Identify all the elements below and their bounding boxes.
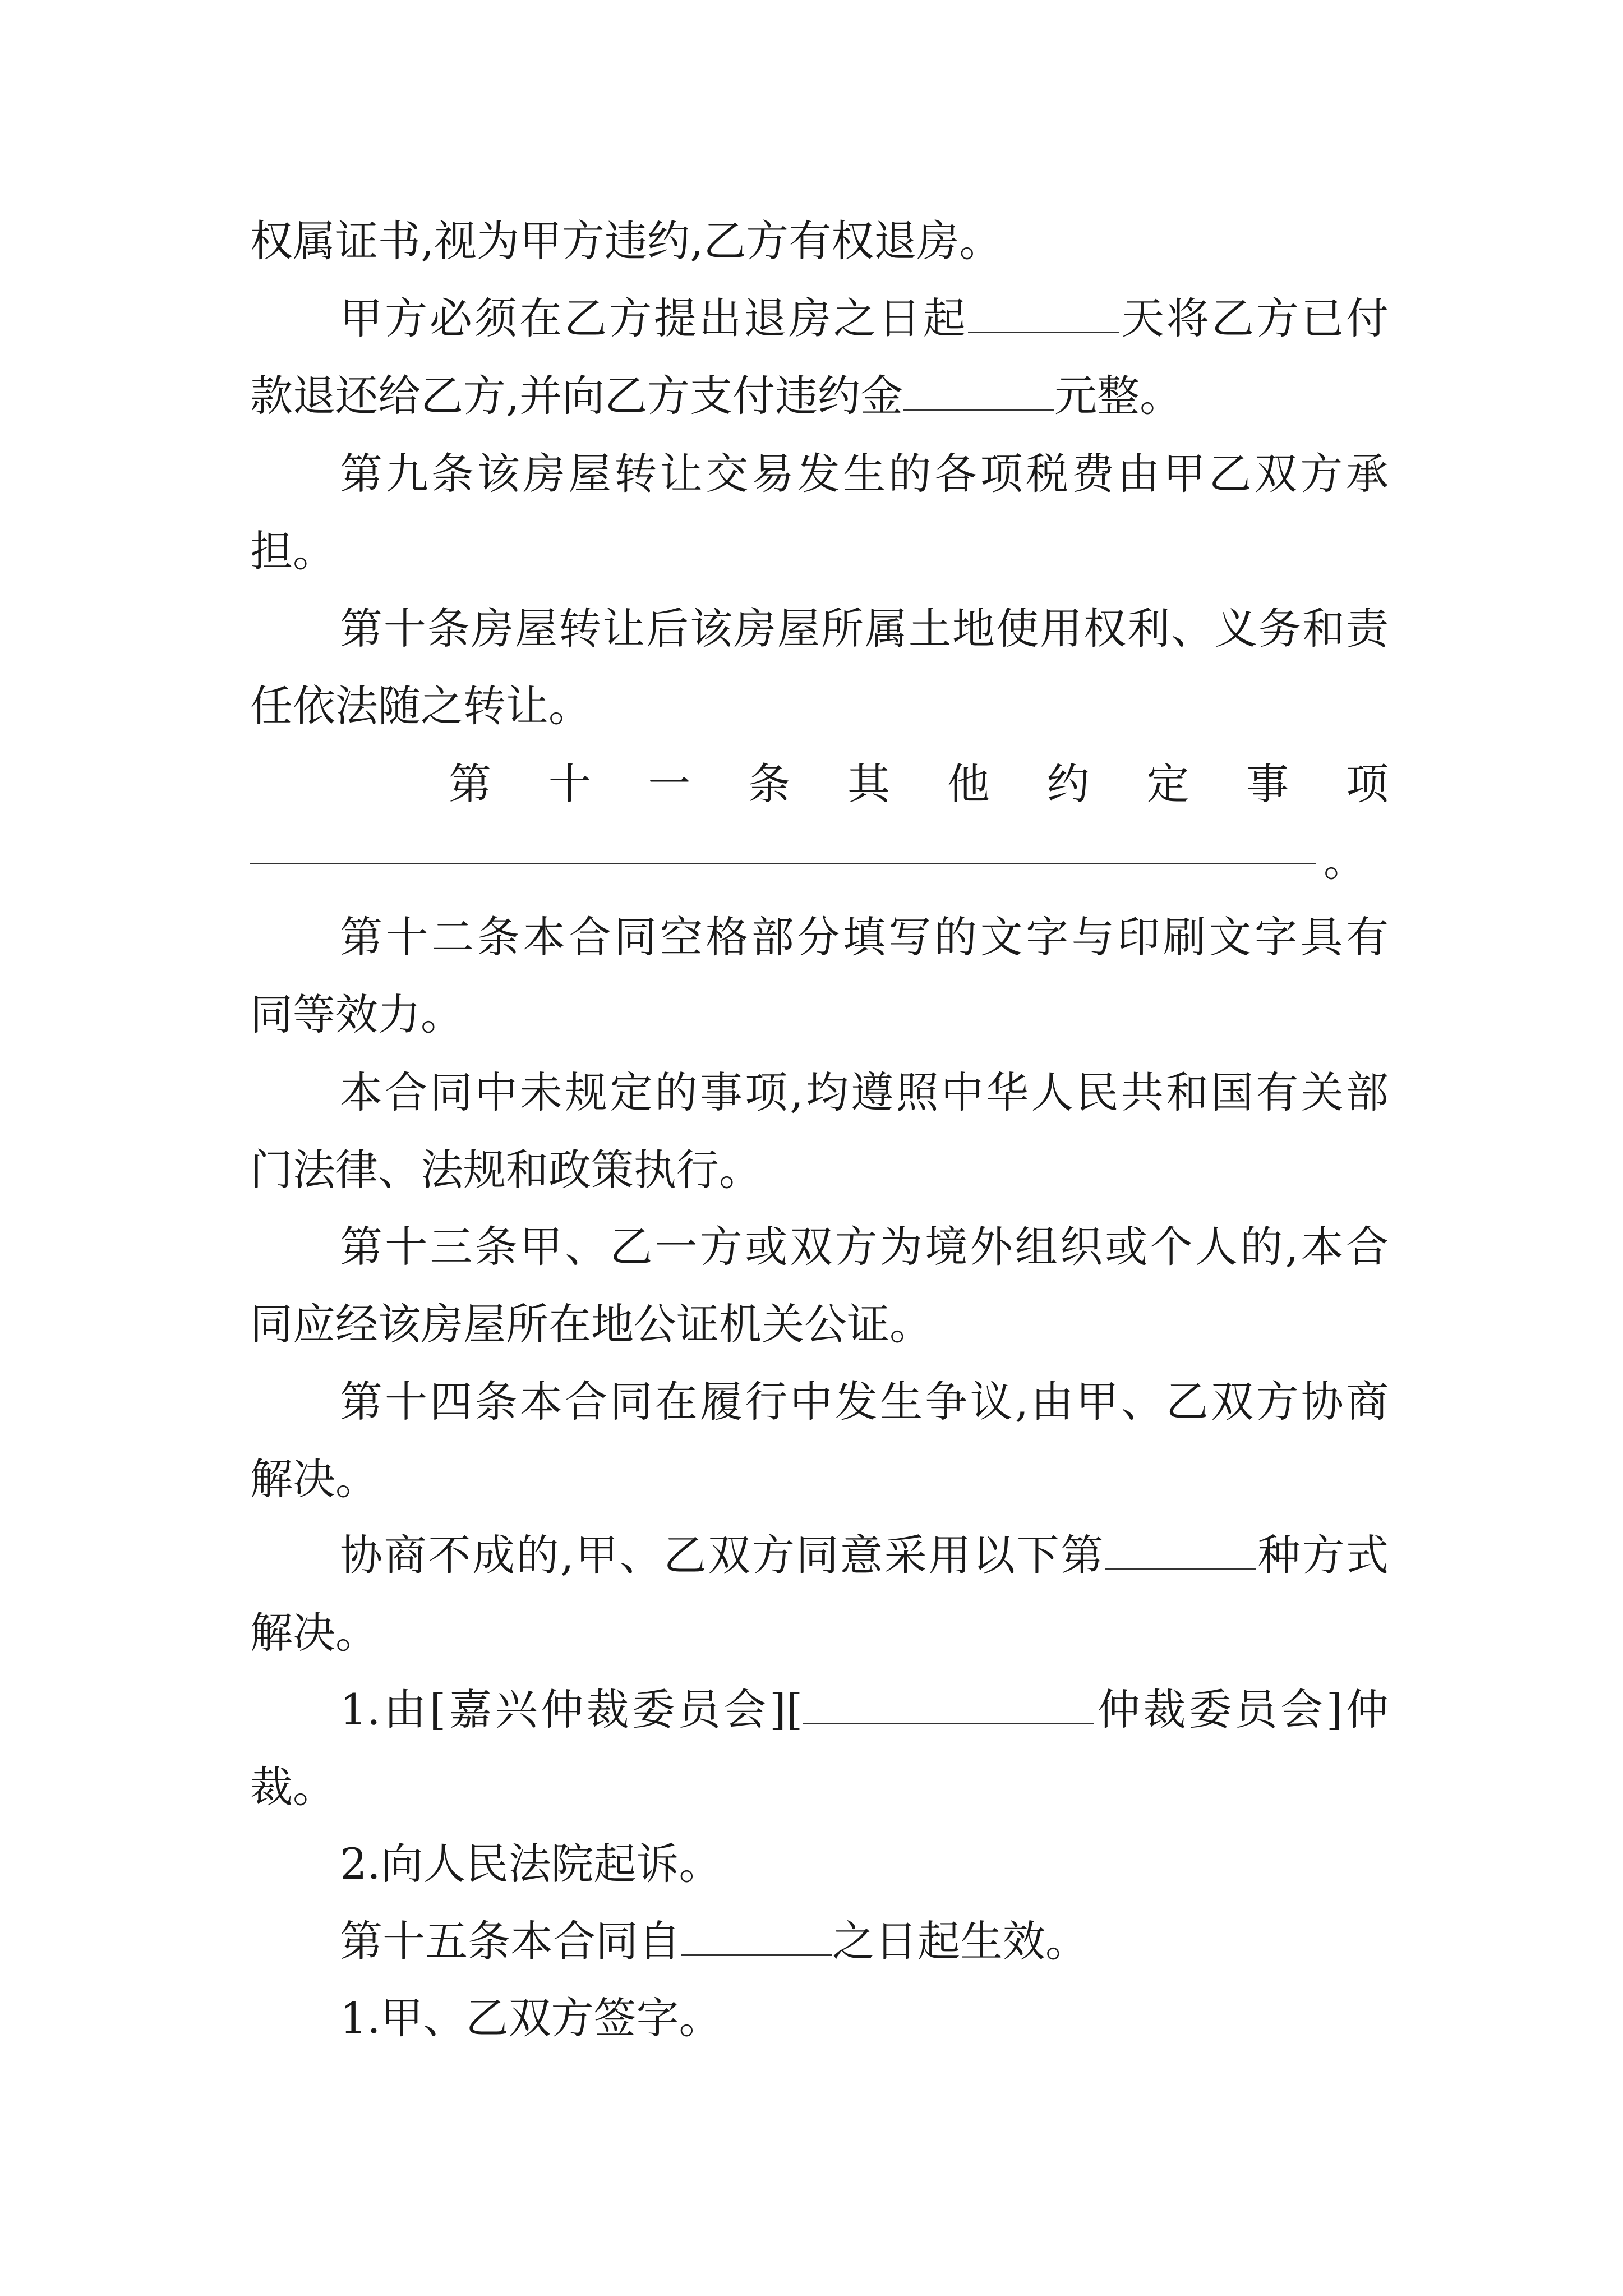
paragraph-line: 门法律、法规和政策执行。	[250, 1145, 762, 1195]
text-segment: 种方式	[1256, 1530, 1389, 1580]
paragraph-line	[340, 1911, 1389, 1972]
paragraph-line: 本合同中未规定的事项,均遵照中华人民共和国有关部	[340, 1068, 1389, 1117]
blank-field	[250, 863, 1316, 864]
paragraph-line: 同等效力。	[250, 990, 463, 1039]
text-segment: 天将乙方已付	[1119, 293, 1389, 343]
paragraph-line	[250, 365, 1389, 427]
blank-field	[803, 1682, 1094, 1724]
paragraph-line	[340, 1525, 1389, 1586]
text-segment: 第十五条本合同自	[340, 1916, 681, 1966]
paragraph-line: 任依法随之转让。	[250, 681, 591, 731]
paragraph-line: 第九条该房屋转让交易发生的各项税费由甲乙双方承	[340, 449, 1389, 499]
paragraph-line: 同应经该房屋所在地公证机关公证。	[250, 1299, 932, 1349]
text-segment: 协商不成的,甲、乙双方同意采用以下第	[340, 1530, 1105, 1580]
paragraph-line: 。	[1324, 836, 1366, 886]
text-segment: 仲裁委员会]仲	[1094, 1685, 1389, 1734]
paragraph-line	[340, 1679, 1389, 1741]
paragraph-line: 第十三条甲、乙一方或双方为境外组织或个人的,本合	[340, 1222, 1389, 1272]
paragraph-line: 解决。	[250, 1608, 378, 1658]
paragraph-line: 第十一条其他约定事项	[449, 759, 1389, 809]
paragraph-line: 裁。	[250, 1762, 335, 1812]
paragraph-line: 权属证书,视为甲方违约,乙方有权退房。	[250, 216, 1002, 266]
paragraph-line: 解决。	[250, 1454, 378, 1504]
paragraph-line: 第十条房屋转让后该房屋所属土地使用权利、义务和责	[340, 604, 1389, 654]
paragraph-line	[340, 288, 1389, 349]
blank-field	[903, 369, 1054, 411]
text-segment: 款退还给乙方,并向乙方支付违约金	[250, 371, 903, 421]
blank-field	[968, 291, 1119, 333]
paragraph-line: 担。	[250, 526, 335, 576]
paragraph-line: 第十四条本合同在履行中发生争议,由甲、乙双方协商	[340, 1377, 1389, 1427]
text-segment: 元整。	[1054, 371, 1183, 421]
text-segment: 1.由[嘉兴仲裁委员会][	[340, 1685, 803, 1734]
blank-field	[1105, 1528, 1256, 1570]
paragraph-line: 2.向人民法院起诉。	[340, 1839, 722, 1889]
paragraph-line: 1.甲、乙双方签字。	[340, 1993, 722, 2043]
text-segment: 甲方必须在乙方提出退房之日起	[340, 293, 968, 343]
blank-field	[681, 1914, 832, 1956]
paragraph-line: 第十二条本合同空格部分填写的文字与印刷文字具有	[340, 912, 1389, 962]
text-segment: 之日起生效。	[832, 1916, 1088, 1966]
